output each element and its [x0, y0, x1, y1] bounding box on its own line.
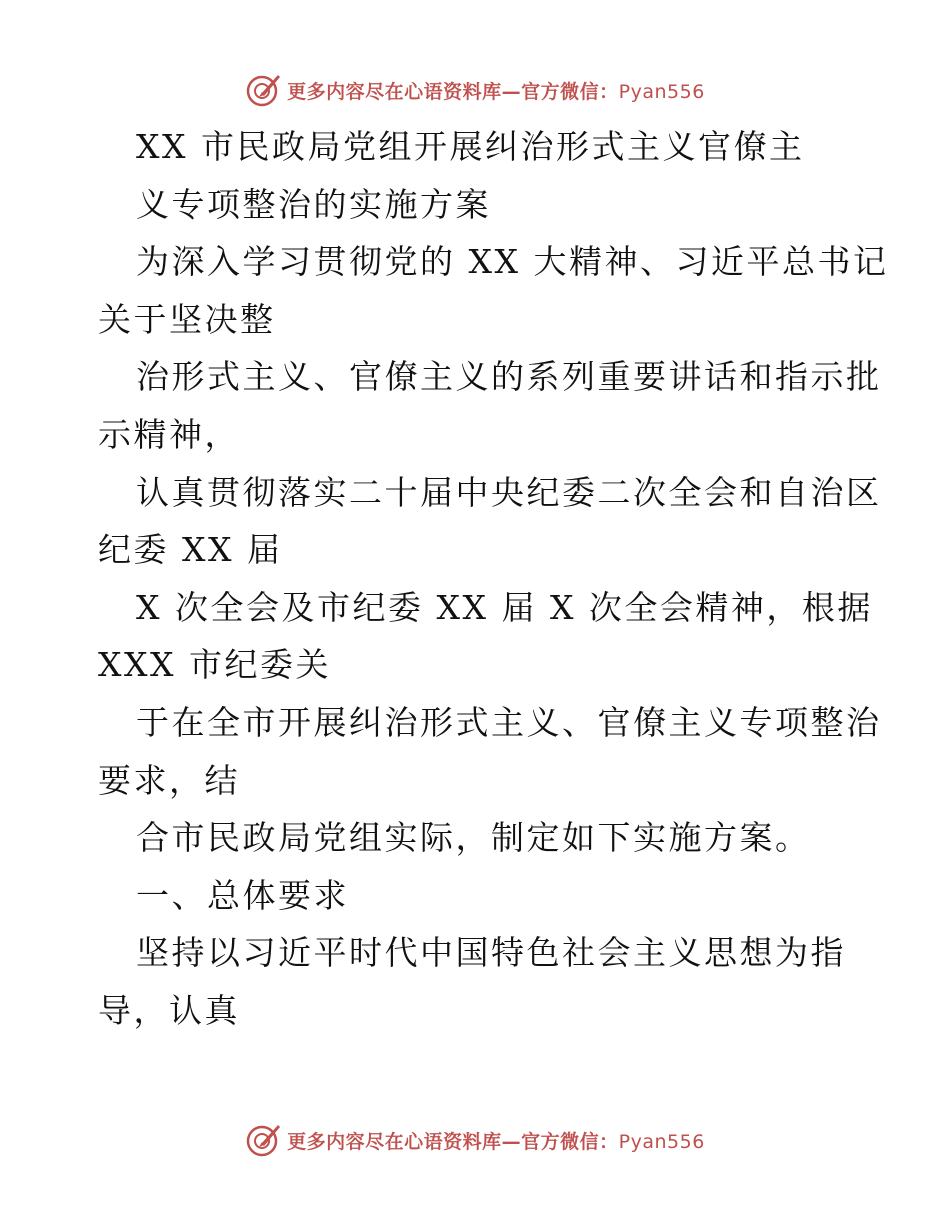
- watermark-footer: [0, 1120, 950, 1160]
- watermark-text: 更多内容尽在心语资料库—官方微信：Pyan556: [287, 80, 705, 103]
- paragraph-line: 于在全市开展纠治形式主义、官僚主义专项整治: [136, 702, 882, 742]
- watermark-header: [0, 70, 950, 110]
- watermark-wechat-id: Pyan556: [618, 80, 705, 103]
- quill-logo-icon: [245, 72, 283, 108]
- document-body: [98, 118, 889, 1040]
- quill-logo-icon: [245, 1122, 283, 1158]
- watermark-wechat-id: Pyan556: [618, 1130, 705, 1153]
- paragraph-line: 坚持以习近平时代中国特色社会主义思想为指: [136, 933, 846, 973]
- paragraph-line: XX 市民政局党组开展纠治形式主义官僚主: [136, 127, 805, 166]
- paragraph-line: XXX 市纪委关: [98, 645, 331, 685]
- paragraph-line: 一、总体要求: [136, 875, 349, 915]
- paragraph-line: 合市民政局党组实际，制定如下实施方案。: [136, 818, 811, 858]
- paragraph-line: 纪委 XX 届: [98, 530, 283, 570]
- paragraph-line: 要求，结: [98, 760, 240, 800]
- paragraph-line: 为深入学习贯彻党的 XX 大精神、习近平总书记: [136, 242, 889, 282]
- paragraph-line: 义专项整治的实施方案: [136, 184, 491, 224]
- paragraph-line: 认真贯彻落实二十届中央纪委二次全会和自治区: [136, 472, 882, 512]
- paragraph-line: X 次全会及市纪委 XX 届 X 次全会精神，根据: [136, 587, 873, 627]
- paragraph-line: 治形式主义、官僚主义的系列重要讲话和指示批: [136, 357, 882, 397]
- paragraph-line: 示精神，: [98, 414, 240, 454]
- watermark-text: 更多内容尽在心语资料库—官方微信：Pyan556: [287, 1130, 705, 1153]
- paragraph-line: 导，认真: [98, 990, 240, 1030]
- paragraph-line: 关于坚决整: [98, 299, 276, 339]
